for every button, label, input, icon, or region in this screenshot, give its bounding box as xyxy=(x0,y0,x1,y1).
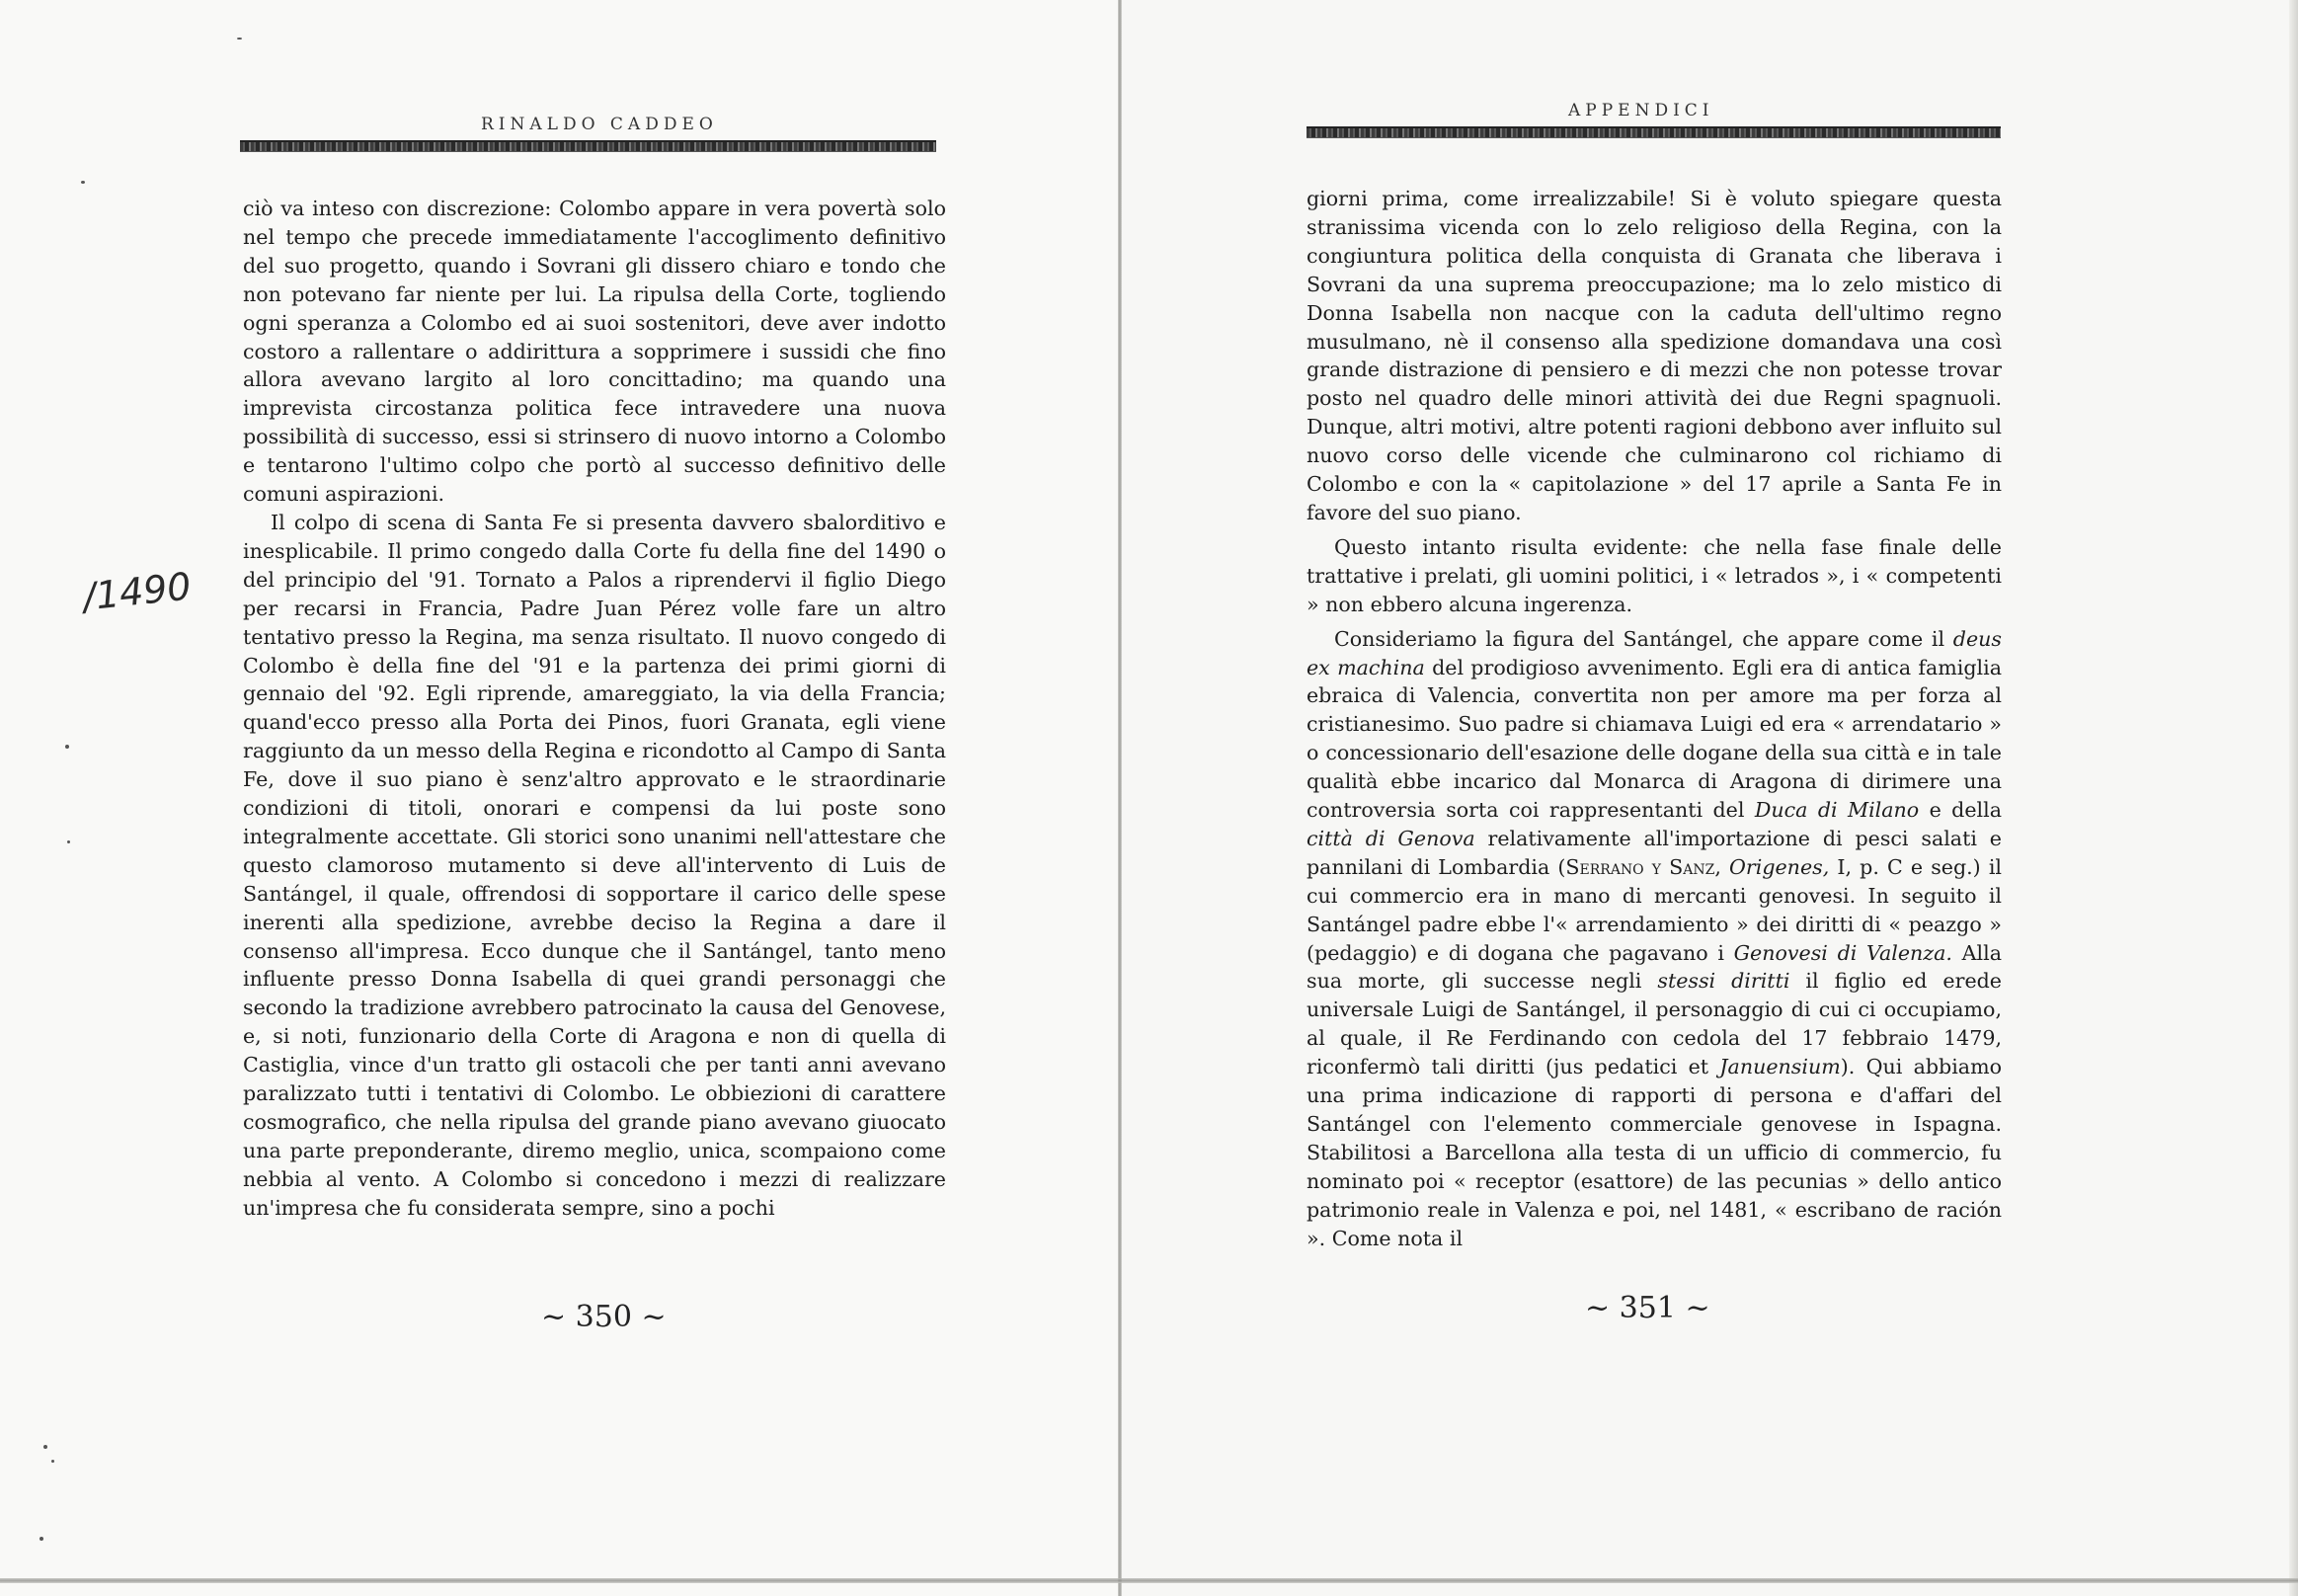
paragraph: giorni prima, come irrealizzabile! Si è voluto spiegare questa stranissima vicenda con lo zelo religioso della Regina, con la congiuntura politica della conquista di Granata che liberava i Sovrani da una suprema preoccupazione; ma lo zelo mistico di Donna Isabella non nacque con la caduta dell'ultimo regno musulmano, nè il consenso alla spedizione domandava una così grande distrazione di pensiero e di mezzi che non potesse trovar posto nel quadro delle minori attività dei due Regni spagnuoli. Dunque, altri motivi, altre potenti ragioni debbono aver influito sul nuovo corso delle vicende che culminarono col richiamo di Colombo e con la « capitolazione » del 17 aprile a Santa Fe in favore del suo piano. xyxy=(1307,187,2002,524)
handwritten-margin-note: /1490 xyxy=(81,564,194,619)
running-header-left: RINALDO CADDEO xyxy=(481,115,718,134)
paragraph: Consideriamo la figura del Santángel, che appare come il deus ex machina del prodigioso avvenimento. Egli era di antica famiglia ebraica di Valencia, convertita non per amore ma per forza al cristianesimo. Suo padre si chiamava Luigi ed era « arrendatario » o concessionario dell'esazione delle dogane della sua città e in tale qualità ebbe incarico dal Monarca di Aragona di dirimere una controversia sorta coi rappresentanti del Duca di Milano e della città di Genova relativamente all'importazione di pesci salati e pannilani di Lombardia (Serrano y Sanz, Origenes, I, p. C e seg.) il cui commercio era in mano di mercanti genovesi. In seguito il Santángel padre ebbe l'« arrendamiento » dei diritti di « peazgo » (pedaggio) e di dogana che pagavano i Genovesi di Valenza. Alla sua morte, gli successe negli stessi diritti il figlio ed erede universale Luigi de Santángel, il personaggio di cui ci occupiamo, al quale, il Re Ferdinando con cedola del 17 febbraio 1479, riconfermò tali diritti (jus pedatici et Januensium). Qui abbiamo una prima indicazione di rapporti di persona e d'affari del Santángel con l'elemento commerciale genovese in Ispagna. Stabilitosi a Barcellona alla testa di un ufficio di commercio, fu nominato poi « receptor (esattore) de las pecunias » dello antico patrimonio reale in Valenza e poi, nel 1481, « escribano de ración ». Come nota il xyxy=(1307,626,2003,1250)
scan-speck xyxy=(237,38,242,40)
page-edge-shadow xyxy=(2289,0,2298,1596)
running-header-right: APPENDICI xyxy=(1568,101,1714,120)
scan-speck xyxy=(43,1445,47,1449)
paragraph: ciò va inteso con discrezione: Colombo appare in vera povertà solo nel tempo che precede immediatamente l'accoglimento definitivo del suo progetto, quando i Sovrani gli dissero chiaro e tondo che non potevano far niente per lui. La ripulsa della Corte, togliendo ogni speranza a Colombo ed ai suoi sostenitori, deve aver indotto costoro a rallentare o addirittura a sopprimere i sussidi che fino allora avevano largito al loro concittadino; ma quando una imprevista circostanza politica fece intravedere una nuova possibilità di successo, essi si strinsero di nuovo intorno a Colombo e tentarono l'ultimo colpo che portò al successo definitivo delle comuni aspirazioni. xyxy=(243,197,946,507)
scan-speck xyxy=(67,840,70,843)
header-rule-left xyxy=(240,140,936,152)
header-rule-right xyxy=(1307,126,2001,138)
page-number-left: ~ 350 ~ xyxy=(541,1300,667,1334)
right-page xyxy=(1122,0,2298,1596)
paragraph: Il colpo di scena di Santa Fe si presenta davvero sbalorditivo e inesplicabile. Il primo congedo dalla Corte fu della fine del 1490 o del principio del '91. Tornato a Palos a riprendervi il figlio Diego per recarsi in Francia, Padre Juan Pérez volle fare un altro tentativo presso la Regina, ma senza risultato. Il nuovo congedo di Colombo è della fine del '91 e la partenza dei primi giorni di gennaio del '92. Egli riprende, amareggiato, la via della Francia; quand'ecco presso alla Porta dei Pinos, fuori Granata, egli viene raggiunto da un messo della Regina e ricondotto al Campo di Santa Fe, dove il suo piano è senz'altro approvato e le straordinarie condizioni di titoli, onorari e compensi da lui poste sono integralmente accettate. Gli storici sono unanimi nell'attestare che questo clamoroso mutamento si deve all'intervento di Luis de Santángel, il quale, offrendosi di sopportare il carico delle spese inerenti alla spedizione, avrebbe deciso la Regina a dare il consenso all'impresa. Ecco dunque che il Santángel, tanto meno influente presso Donna Isabella di quei grandi personaggi che secondo la tradizione avrebbero patrocinato la causa del Genovese, e, si noti, funzionario della Corte di Aragona e non di quella di Castiglia, vince d'un tratto gli ostacoli che per tanti anni avevano paralizzato tutti i tentativi di Colombo. Le obbiezioni di carattere cosmografico, che nella ripulsa del grande piano avevano giuocato una parte preponderante, diremo meglio, unica, scompaiono come nebbia al vento. A Colombo si concedono i mezzi di realizzare un'impresa che fu considerata sempre, sino a pochi xyxy=(243,510,946,1220)
scan-speck xyxy=(81,181,85,184)
text-column-right xyxy=(1307,185,2002,1253)
left-page xyxy=(0,0,1121,1596)
scan-speck xyxy=(51,1460,54,1463)
page-number-right: ~ 351 ~ xyxy=(1585,1291,1710,1325)
text-column-left xyxy=(243,195,946,1223)
scan-speck xyxy=(40,1537,43,1541)
page-bottom-edge xyxy=(0,1578,2298,1583)
paragraph: Questo intanto risulta evidente: che nella fase finale delle trattative i prelati, gli uomini politici, i « letrados », i « competenti » non ebbero alcuna ingerenza. xyxy=(1307,534,2002,616)
scan-speck xyxy=(65,745,69,749)
